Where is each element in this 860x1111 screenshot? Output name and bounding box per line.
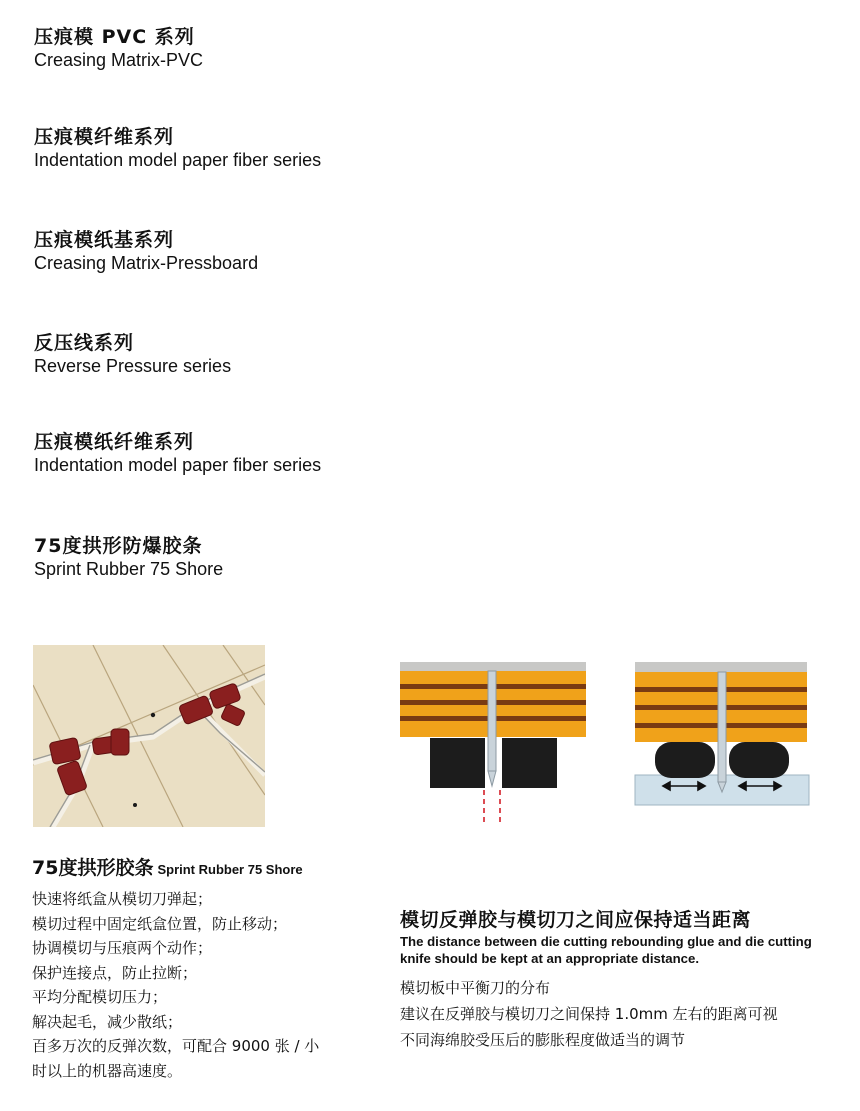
series-title-en: Creasing Matrix-PVC — [34, 50, 204, 70]
feature-item: 百多万次的反弹次数，可配合 9000 张 / 小 — [32, 1037, 320, 1055]
feature-item: 时以上的机器高速度。 — [32, 1061, 183, 1080]
series-paper-fiber — [34, 431, 321, 476]
series-title-zh: 压痕模纸纤维系列 — [34, 431, 195, 453]
section-title-en: Sprint Rubber 75 Shore — [157, 862, 303, 877]
distance-notes — [400, 975, 778, 1053]
distance-note: 建议在反弹胶与模切刀之间保持 1.0mm 左右的距离可视 — [400, 1005, 778, 1023]
series-title-zh: 压痕模纤维系列 — [34, 126, 175, 148]
distance-note: 不同海绵胶受压后的膨胀程度做适当的调节 — [400, 1031, 686, 1049]
rubber-knife-diagram-uncompressed — [398, 660, 588, 829]
series-title-zh: 压痕模 PVC 系列 — [34, 26, 195, 48]
feature-item: 模切过程中固定纸盒位置，防止移动； — [32, 914, 288, 933]
feature-item: 保护连接点，防止拉断； — [32, 963, 198, 982]
feature-item: 快速将纸盒从模切刀弹起； — [32, 890, 213, 908]
feature-item: 解决起毛，减少散纸； — [32, 1012, 183, 1031]
series-title-en: Indentation model paper fiber series — [34, 455, 322, 475]
series-title-en: Indentation model paper fiber series — [34, 150, 322, 170]
series-title-en: Sprint Rubber 75 Shore — [34, 559, 224, 579]
series-pressboard — [34, 229, 258, 274]
section-title-zh: 75度拱形胶条 — [32, 857, 154, 879]
series-title-zh: 反压线系列 — [34, 332, 135, 354]
series-title-en: Reverse Pressure series — [34, 356, 232, 376]
series-fiber — [34, 126, 321, 171]
series-reverse-pressure — [34, 332, 231, 377]
sprint-rubber-section-title — [32, 853, 303, 880]
distance-section-title: 模切反弹胶与模切刀之间应保持适当距离 — [400, 909, 752, 931]
series-sprint-rubber — [34, 535, 223, 580]
series-title-en: Creasing Matrix-Pressboard — [34, 253, 259, 273]
distance-section-subtitle: The distance between die cutting rebounding glue and die cutting knife should be kept at an appropriate distance. — [400, 934, 812, 966]
series-title-zh: 75度拱形防爆胶条 — [34, 535, 203, 557]
feature-item: 协调模切与压痕两个动作； — [32, 939, 213, 957]
die-board-photo — [33, 645, 265, 827]
series-title-zh: 压痕模纸基系列 — [34, 229, 175, 251]
feature-item: 平均分配模切压力； — [32, 988, 168, 1006]
distance-note: 模切板中平衡刀的分布 — [400, 979, 551, 997]
rubber-knife-diagram-compressed — [633, 660, 813, 814]
feature-list — [32, 887, 372, 1083]
series-pvc — [34, 26, 203, 71]
